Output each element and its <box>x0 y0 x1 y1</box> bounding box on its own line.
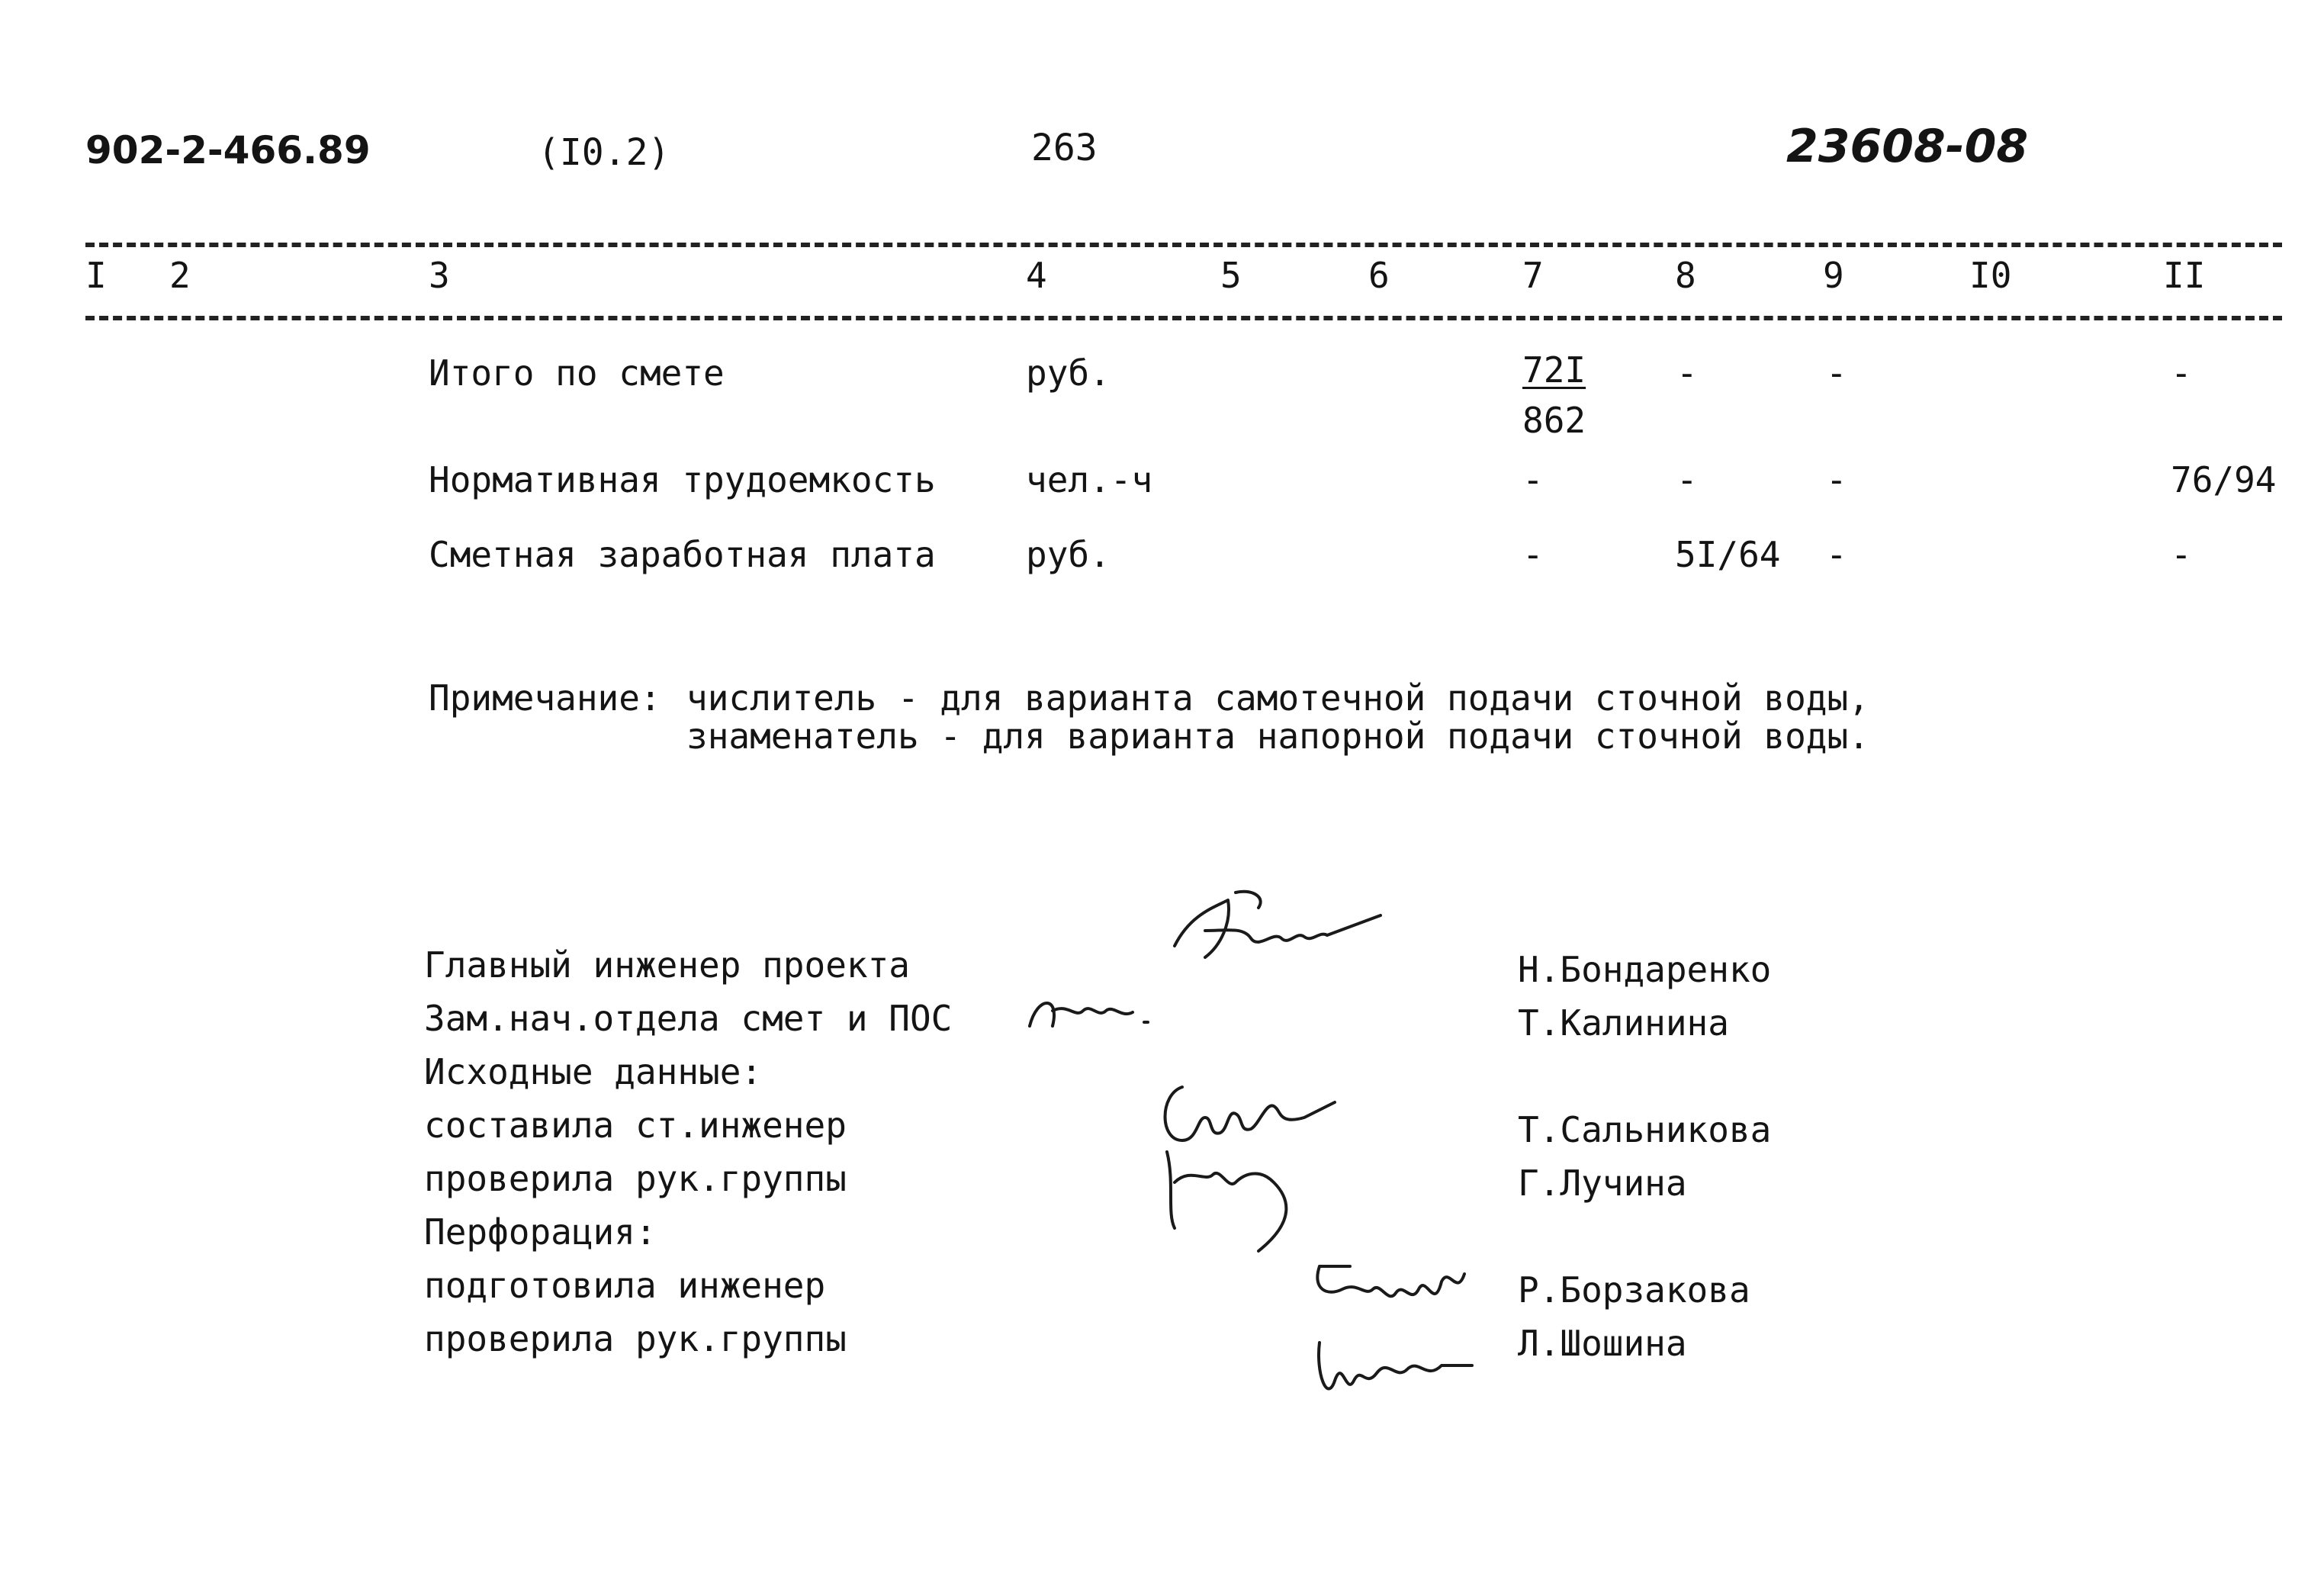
column-number-9: 9 <box>1823 255 1844 296</box>
row-labor-label: Нормативная трудоемкость <box>429 459 936 500</box>
row-labor-unit: чел.-ч <box>1026 459 1153 500</box>
row-wages-col11: - <box>2171 534 2192 575</box>
row-wages-col8: 5I/64 <box>1675 534 1781 575</box>
signature-bondarenko <box>1159 885 1388 976</box>
signoff-name-luchina: Г.Лучина <box>1518 1163 1687 1204</box>
signoff-role-prepared-by: подготовила инженер <box>424 1265 826 1306</box>
column-number-8: 8 <box>1675 255 1696 296</box>
section-number: (I0.2) <box>538 131 670 174</box>
table-header-rule <box>85 316 2282 320</box>
column-number-7: 7 <box>1522 255 1544 296</box>
signature-kalinina <box>1022 980 1175 1041</box>
signature-shoshina <box>1304 1327 1480 1419</box>
signoff-role-checked-by-2: проверила рук.группы <box>424 1318 847 1359</box>
document-code: 902-2-466.89 <box>85 128 371 172</box>
column-number-1: I <box>85 255 107 296</box>
signoff-name-shoshina: Л.Шошина <box>1518 1323 1687 1364</box>
signoff-role-deputy-head: Зам.нач.отдела смет и ПОС <box>424 998 953 1039</box>
row-wages-unit: руб. <box>1026 534 1111 575</box>
page-number: 263 <box>1031 127 1098 169</box>
row-labor-col7: - <box>1522 459 1544 500</box>
signoff-name-bondarenko: Н.Бондаренко <box>1518 949 1772 990</box>
row-total-col7-numerator: 72I <box>1522 349 1586 391</box>
row-wages-label: Сметная заработная плата <box>429 534 936 575</box>
signoff-section-source-data: Исходные данные: <box>424 1051 763 1092</box>
table-top-rule <box>85 243 2282 247</box>
column-number-10: I0 <box>1969 255 2012 296</box>
signoff-section-perforation: Перфорация: <box>424 1211 657 1253</box>
row-labor-col11: 76/94 <box>2171 459 2277 500</box>
row-total-col7-denominator: 862 <box>1522 400 1586 441</box>
column-number-6: 6 <box>1368 255 1390 296</box>
row-total-col9: - <box>1826 352 1847 394</box>
note-line-2: знаменатель - для варианта напорной подачи сточной воды. <box>686 716 1869 757</box>
signoff-role-compiled-by: составила ст.инженер <box>424 1105 847 1146</box>
signoff-name-kalinina: Т.Калинина <box>1518 1002 1729 1044</box>
note-line-1: числитель - для варианта самотечной подачи сточной воды, <box>686 677 1869 719</box>
signature-luchina <box>1144 1137 1327 1266</box>
row-labor-col8: - <box>1676 459 1698 500</box>
column-number-3: 3 <box>429 255 450 296</box>
signoff-name-borzakova: Р.Борзакова <box>1518 1269 1750 1311</box>
row-total-unit: руб. <box>1026 352 1111 394</box>
row-wages-col7: - <box>1522 534 1544 575</box>
row-total-col8: - <box>1676 352 1698 394</box>
row-labor-col9: - <box>1826 459 1847 500</box>
column-number-4: 4 <box>1026 255 1047 296</box>
column-number-5: 5 <box>1220 255 1242 296</box>
row-total-label: Итого по смете <box>429 352 725 394</box>
signoff-role-chief-engineer: Главный инженер проекта <box>424 944 910 986</box>
column-number-11: II <box>2163 255 2206 296</box>
row-wages-col9: - <box>1826 534 1847 575</box>
row-total-col11: - <box>2171 352 2192 394</box>
inventory-number: 23608-08 <box>1786 120 2029 173</box>
note-label: Примечание: <box>429 677 661 719</box>
signoff-role-checked-by: проверила рук.группы <box>424 1158 847 1199</box>
signoff-name-salnikova: Т.Сальникова <box>1518 1109 1772 1150</box>
column-number-2: 2 <box>169 255 191 296</box>
